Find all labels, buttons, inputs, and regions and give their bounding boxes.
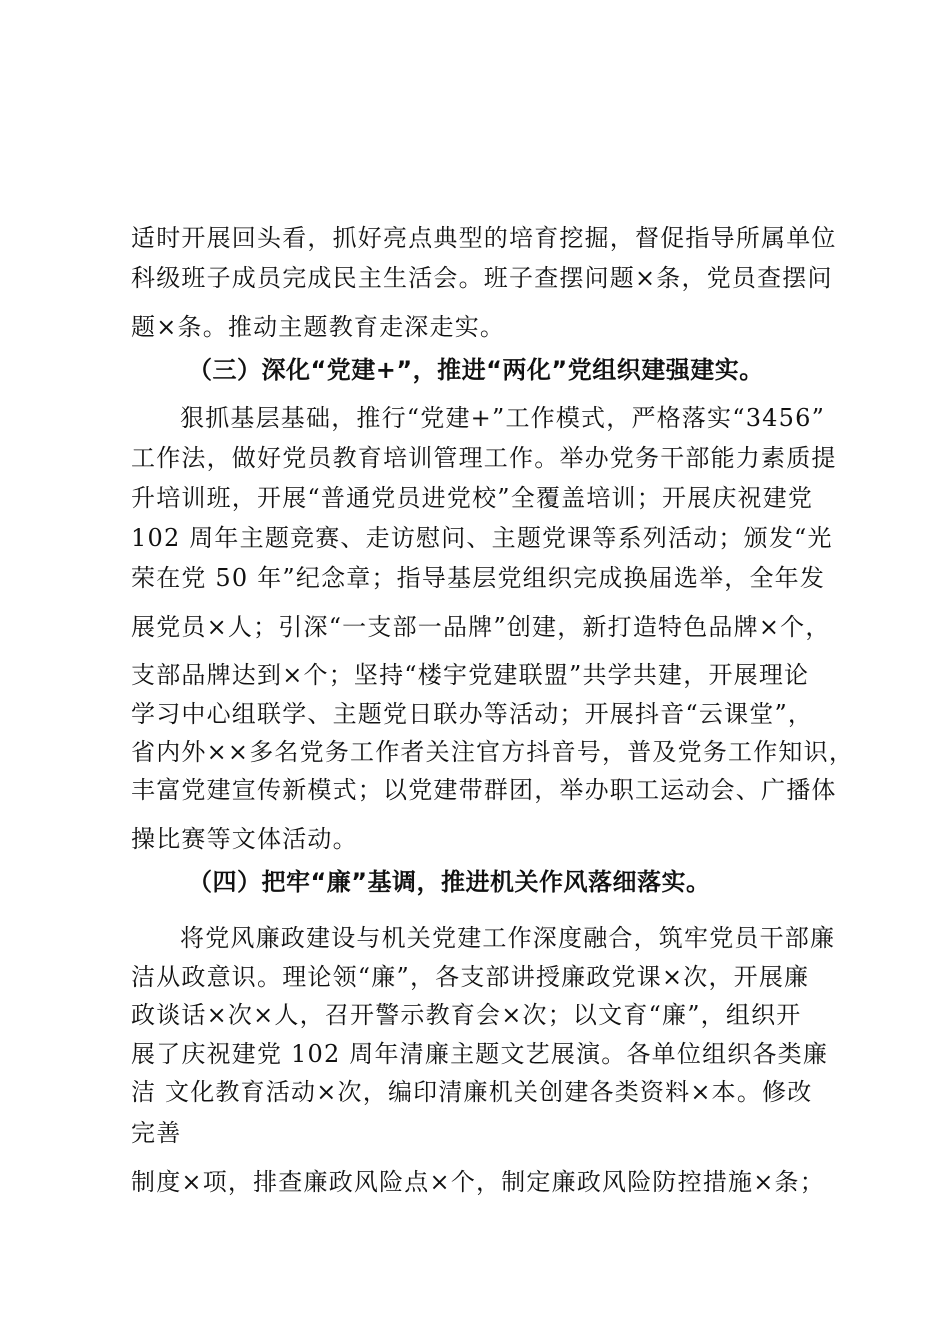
paragraph-line: 科级班子成员完成民主生活会。班子查摆问题×条，党员查摆问: [131, 264, 833, 292]
paragraph-line: 学习中心组联学、主题党日联办等活动；开展抖音“云课堂”，: [131, 700, 814, 728]
paragraph-line: 操比赛等文体活动。: [131, 825, 358, 853]
paragraph-line: 题×条。推动主题教育走深走实。: [131, 313, 506, 341]
paragraph-line: 工作法，做好党员教育培训管理工作。举办党务干部能力素质提: [131, 444, 837, 472]
paragraph-line: 荣在党 50 年”纪念章；指导基层党组织完成换届选举，全年发: [131, 564, 826, 592]
paragraph-line: 完善: [131, 1119, 182, 1147]
paragraph-line: 升培训班，开展“普通党员进党校”全覆盖培训；开展庆祝建党: [131, 484, 814, 512]
paragraph-line: 制度×项，排查廉政风险点×个，制定廉政风险防控措施×条；: [131, 1168, 825, 1196]
paragraph-line: 支部品牌达到×个；坚持“楼宇党建联盟”共学共建，开展理论: [131, 661, 810, 689]
paragraph-line: 丰富党建宣传新模式；以党建带群团，举办职工运动会、广播体: [131, 776, 837, 804]
section-heading: （四）把牢“廉”基调，推进机关作风落细落实。: [188, 868, 711, 896]
paragraph-line: 省内外××多名党务工作者关注官方抖音号，普及党务工作知识，: [131, 738, 855, 766]
paragraph-line: 展了庆祝建党 102 周年清廉主题文艺展演。各单位组织各类廉: [131, 1040, 829, 1068]
paragraph-line: 展党员×人；引深“一支部一品牌”创建，新打造特色品牌×个，: [131, 613, 831, 641]
paragraph-line: 洁从政意识。理论领“廉”，各支部讲授廉政党课×次，开展廉: [131, 963, 810, 991]
paragraph-line: 洁 文化教育活动×次，编印清廉机关创建各类资料×本。修改: [131, 1078, 813, 1106]
paragraph-line: 将党风廉政建设与机关党建工作深度融合，筑牢党员干部廉: [180, 924, 836, 952]
paragraph-line: 适时开展回头看，抓好亮点典型的培育挖掘，督促指导所属单位: [131, 224, 837, 252]
paragraph-line: 政谈话×次×人，召开警示教育会×次；以文育“廉”，组织开: [131, 1001, 802, 1029]
section-heading: （三）深化“党建+”，推进“两化”党组织建强建实。: [188, 356, 764, 384]
paragraph-line: 102 周年主题竞赛、走访慰问、主题党课等系列活动；颁发“光: [131, 524, 833, 552]
paragraph-line: 狠抓基层基础，推行“党建+”工作模式，严格落实“3456”: [180, 404, 826, 432]
